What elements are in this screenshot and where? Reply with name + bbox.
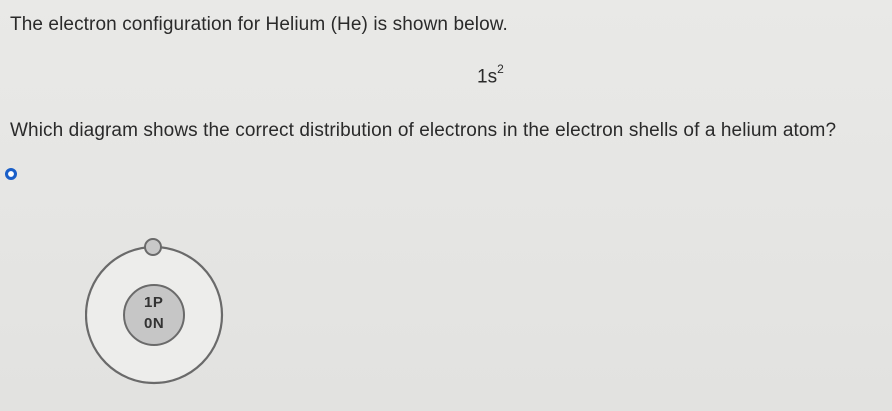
- atom-diagram-svg: [85, 235, 225, 387]
- question-intro: The electron configuration for Helium (He) is shown below.: [10, 14, 508, 35]
- question-prompt: Which diagram shows the correct distribution of electrons in the electron shells of a helium atom?: [10, 120, 837, 141]
- atom-diagram-option-a[interactable]: [85, 235, 225, 387]
- formula-base: 1s: [477, 66, 498, 88]
- electron: [145, 239, 161, 255]
- nucleus-protons-label: 1P: [144, 294, 164, 311]
- formula-superscript: 2: [497, 62, 504, 76]
- nucleus-neutrons-label: 0N: [144, 315, 165, 332]
- answer-option-a-radio[interactable]: [5, 168, 17, 180]
- electron-configuration: [477, 64, 504, 88]
